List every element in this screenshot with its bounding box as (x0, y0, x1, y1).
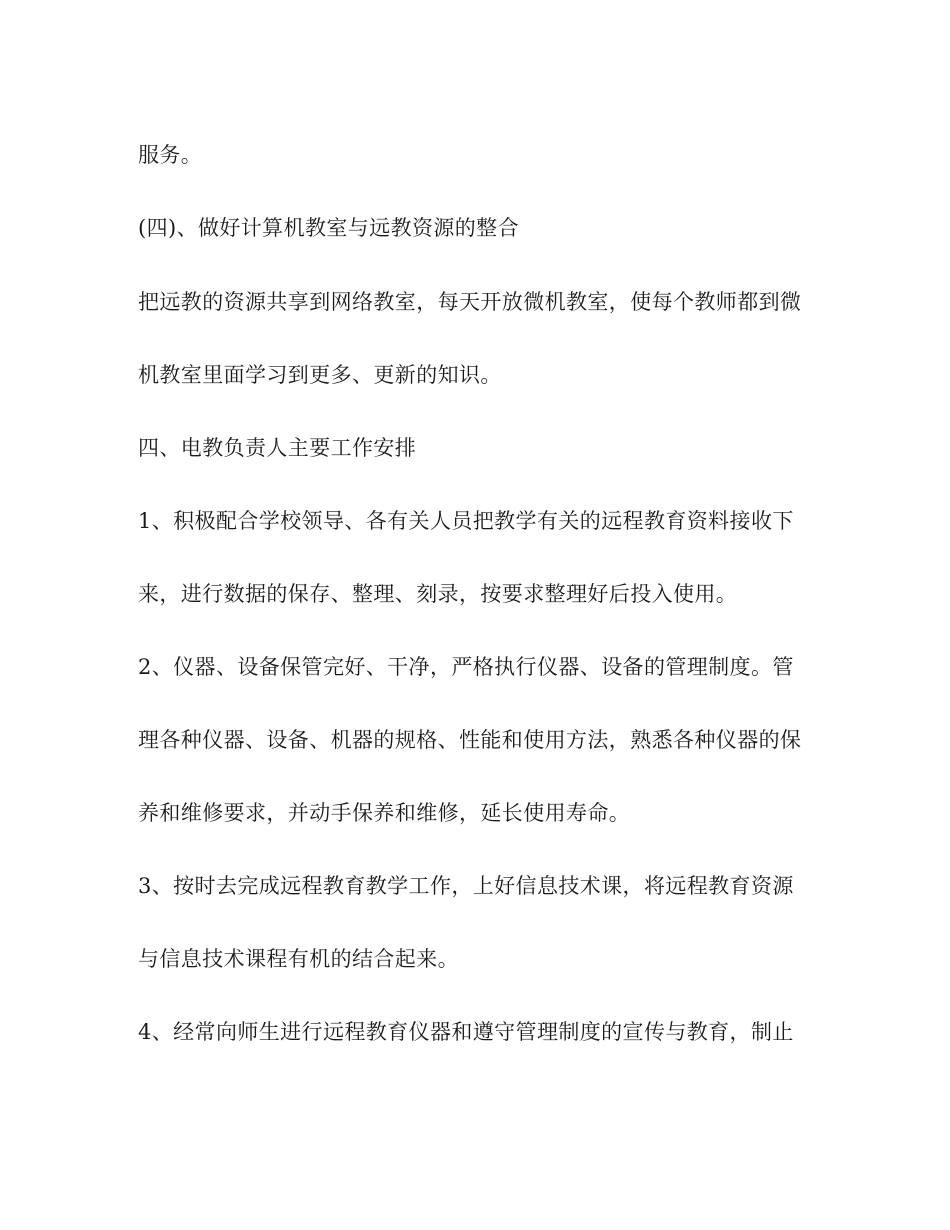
text-line: 服务。 (138, 143, 203, 167)
list-item-text: 4、经常向师生进行远程教育仪器和遵守管理制度的宣传与教育，制止 (138, 1020, 794, 1044)
list-item-text: 与信息技术课程有机的结合起来。 (138, 947, 459, 971)
list-item-text: 3、按时去完成远程教育教学工作，上好信息技术课，将远程教育资源 (138, 874, 794, 898)
list-item-text: 2、仪器、设备保管完好、干净，严格执行仪器、设备的管理制度。管 (138, 655, 794, 679)
text-line: 把远教的资源共享到网络教室，每天开放微机教室，使每个教师都到微 (138, 290, 802, 314)
list-item-text: 理各种仪器、设备、机器的规格、性能和使用方法，熟悉各种仪器的保 (138, 728, 802, 752)
section-heading: (四)、做好计算机教室与远教资源的整合 (138, 216, 519, 240)
list-item-text: 来，进行数据的保存、整理、刻录，按要求整理好后投入使用。 (138, 582, 738, 606)
section-heading: 四、电教负责人主要工作安排 (138, 436, 417, 460)
text-line: 机教室里面学习到更多、更新的知识。 (138, 363, 502, 387)
list-item-text: 养和维修要求，并动手保养和维修，延长使用寿命。 (138, 801, 631, 825)
list-item-text: 1、积极配合学校领导、各有关人员把教学有关的远程教育资料接收下 (138, 509, 794, 533)
